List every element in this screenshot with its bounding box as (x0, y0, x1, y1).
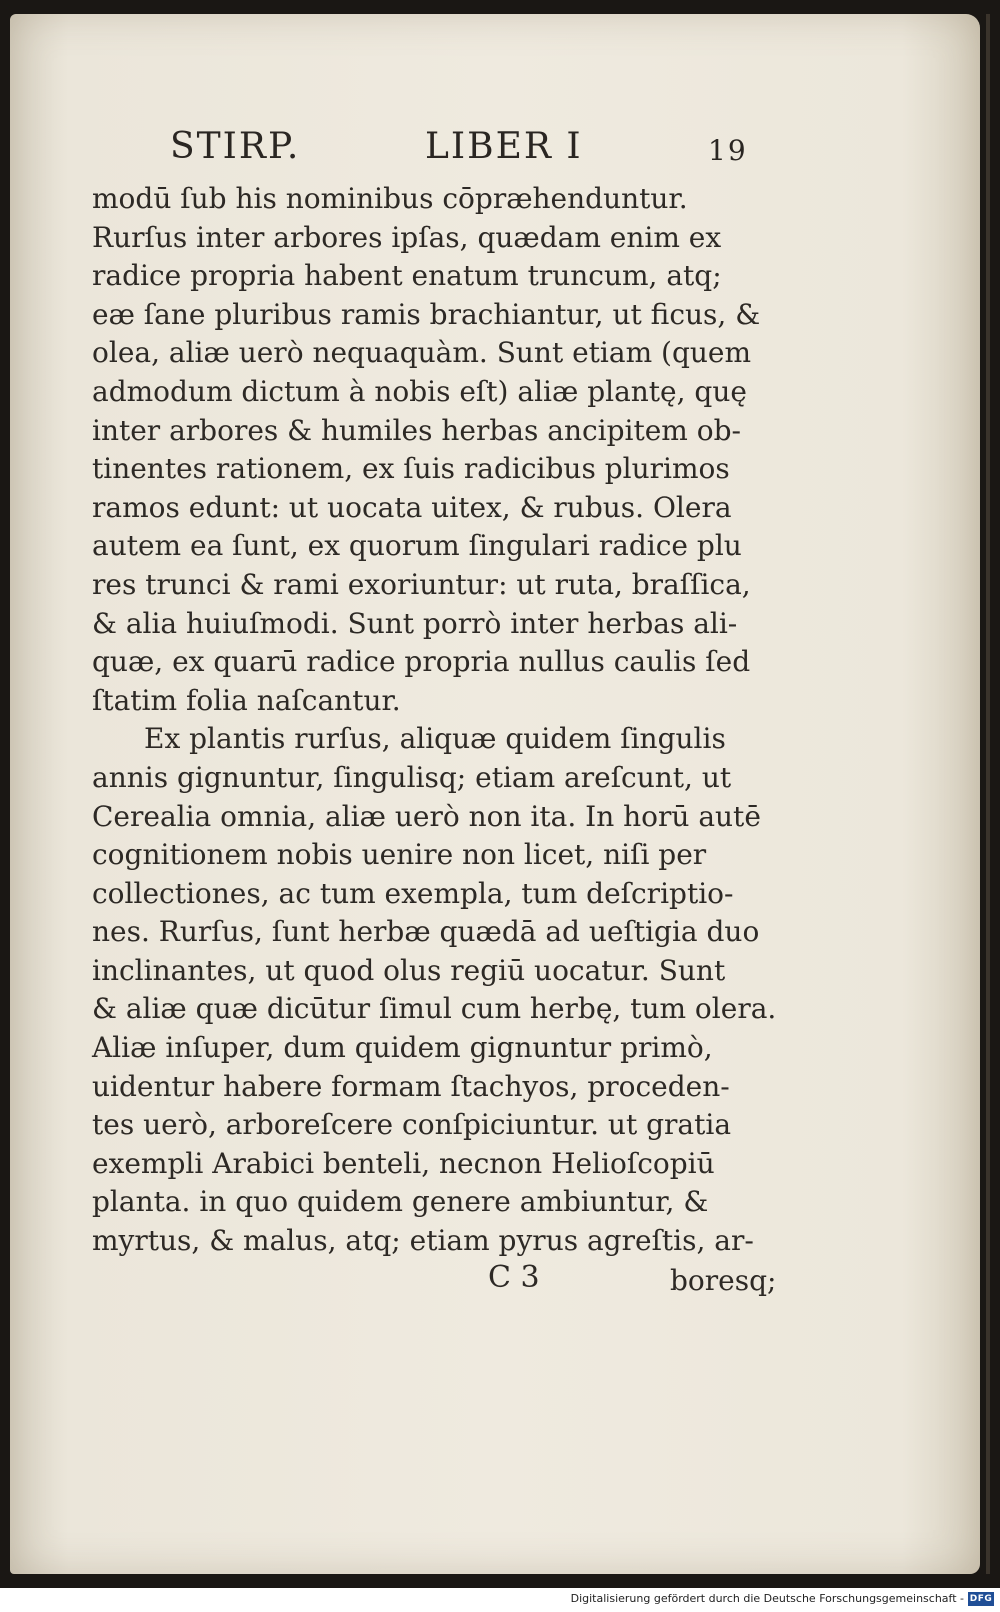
text-line: ſtatim folia naſcantur. (92, 683, 401, 717)
text-line: uidentur habere formam ſtachyos, proceden- (92, 1069, 730, 1103)
dfg-logo: DFG (969, 1594, 993, 1604)
text-line: & alia huiuſmodi. Sunt porrò inter herbas ali- (92, 606, 738, 640)
text-line: cognitionem nobis uenire non licet, niſi per (92, 838, 707, 872)
book-page (10, 14, 980, 1574)
text-line: myrtus, & malus, atq; etiam pyrus agreſtis, ar- (92, 1224, 754, 1258)
text-line: Cerealia omnia, aliæ uerò non ita. In horū autē (92, 799, 761, 833)
text-line: res trunci & rami exoriuntur: ut ruta, braſſica, (92, 567, 751, 601)
header-left: STIRP. (170, 126, 301, 167)
text-line: autem ea ſunt, ex quorum ſingulari radice plu (92, 529, 742, 563)
text-line: Rurſus inter arbores ipſas, quædam enim ex (92, 220, 722, 254)
text-line: modū ſub his nominibus cōpræhenduntur. (92, 182, 688, 215)
signature-mark: C 3 (488, 1260, 540, 1295)
text-line: exempli Arabici benteli, necnon Helioſcopiū (92, 1146, 715, 1180)
catchline (10, 1260, 980, 1304)
catchword: boresq; (670, 1264, 777, 1297)
text-line: tinentes rationem, ex ſuis radicibus plurimos (92, 452, 730, 486)
text-line: & aliæ quæ dicūtur ſimul cum herbę, tum olera. (92, 992, 777, 1026)
text-line: annis gignuntur, ſingulisq; etiam areſcunt, ut (92, 760, 732, 794)
text-line: ramos edunt: ut uocata uitex, & rubus. Olera (92, 490, 732, 524)
text-line: Ex plantis rurſus, aliquæ quidem ſingulis (144, 722, 726, 756)
footer-bar (0, 1588, 1000, 1612)
text-line: olea, aliæ uerò nequaquàm. Sunt etiam (quem (92, 336, 752, 370)
page-edge (986, 14, 990, 1574)
text-line: tes uerò, arboreſcere conſpiciuntur. ut gratia (92, 1108, 732, 1142)
text-line: admodum dictum à nobis eſt) aliæ plantę, quę (92, 374, 747, 408)
header-title: LIBER I (425, 126, 583, 167)
text-line: planta. in quo quidem genere ambiuntur, & (92, 1185, 709, 1219)
text-line: quæ, ex quarū radice propria nullus caulis ſed (92, 645, 751, 679)
text-line: eæ ſane pluribus ramis brachiantur, ut ficus, & (92, 297, 761, 331)
running-header (10, 126, 980, 176)
text-line: radice propria habent enatum truncum, atq; (92, 259, 722, 293)
text-line: Aliæ inſuper, dum quidem gignuntur primò, (92, 1031, 713, 1065)
page-number: 19 (708, 134, 748, 167)
text-line: inter arbores & humiles herbas ancipitem ob- (92, 413, 742, 447)
text-line: nes. Rurſus, ſunt herbæ quædā ad ueſtigia duo (92, 915, 760, 949)
body-text (92, 180, 792, 1261)
footer-credit: Digitalisierung gefördert durch die Deutsche Forschungsgemeinschaft - (570, 1592, 964, 1605)
text-line: inclinantes, ut quod olus regiū uocatur. Sunt (92, 953, 726, 987)
text-line: collectiones, ac tum exempla, tum deſcriptio- (92, 876, 734, 910)
